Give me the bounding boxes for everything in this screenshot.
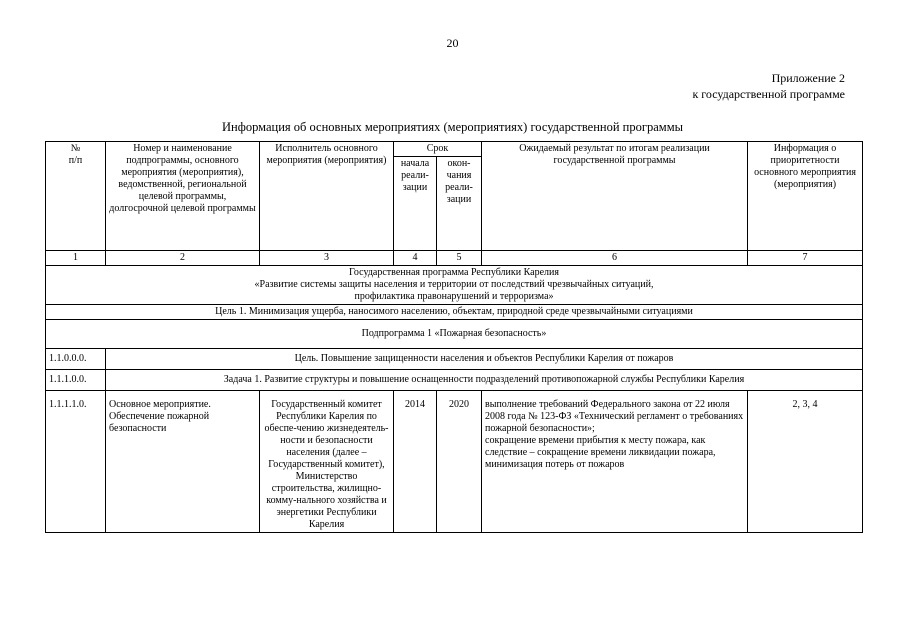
table-row bbox=[46, 370, 863, 391]
row-code: 1.1.1.0.0. bbox=[46, 370, 106, 391]
header-row bbox=[46, 142, 863, 157]
appendix-line-1: Приложение 2 bbox=[771, 71, 845, 85]
header-term: Срок bbox=[394, 142, 482, 157]
column-number: 2 bbox=[106, 251, 260, 266]
activity-name: Основное мероприятие. Обеспечение пожарной безопасности bbox=[106, 391, 260, 533]
document-title: Информация об основных мероприятиях (мероприятиях) государственной программы bbox=[222, 120, 683, 134]
activity-priority: 2, 3, 4 bbox=[748, 391, 863, 533]
appendix-line-2: к государственной программе bbox=[692, 87, 845, 101]
column-number: 5 bbox=[437, 251, 482, 266]
table-row bbox=[46, 349, 863, 370]
header-priority: Информация о приоритетности основного мероприятия (мероприятия) bbox=[748, 142, 863, 251]
activity-row bbox=[46, 391, 863, 533]
activity-start-year: 2014 bbox=[394, 391, 437, 533]
column-number-row bbox=[46, 251, 863, 266]
page-number: 20 bbox=[446, 36, 459, 50]
column-number: 1 bbox=[46, 251, 106, 266]
activity-executor: Государственный комитет Республики Карелия по обеспе-чению жизнедеятель-ности и безопасности населения (далее – Государственный комитет), Министерство строительства, жилищно-комму-нального хозяйства и энергетики Республики Карелия bbox=[260, 391, 394, 533]
header-name: Номер и наименование подпрограммы, основного мероприятия (мероприятия), ведомственной, региональной целевой программы, долгосрочной целевой программы bbox=[106, 142, 260, 251]
subprogram-row bbox=[46, 320, 863, 349]
header-result: Ожидаемый результат по итогам реализации государственной программы bbox=[482, 142, 748, 251]
appendix-note bbox=[692, 70, 845, 102]
header-term-start: начала реали-зации bbox=[394, 157, 437, 251]
program-title: Государственная программа Республики Карелия «Развитие системы защиты населения и территории от последствий чрезвычайных ситуаций, профилактика правонарушений и терроризма» bbox=[46, 266, 863, 305]
header-executor: Исполнитель основного мероприятия (мероприятия) bbox=[260, 142, 394, 251]
activity-end-year: 2020 bbox=[437, 391, 482, 533]
activity-result: выполнение требований Федерального закона от 22 июля 2008 года № 123-ФЗ «Технический регламент о требованиях пожарной безопасности»; сокращение времени прибытия к месту пожара, как следствие – сокращение времени ликвидации пожара, минимизация потерь от пожаров bbox=[482, 391, 748, 533]
row-code: 1.1.0.0.0. bbox=[46, 349, 106, 370]
subprogram-1: Подпрограмма 1 «Пожарная безопасность» bbox=[46, 320, 863, 349]
header-term-end: окон-чания реали-зации bbox=[437, 157, 482, 251]
column-number: 6 bbox=[482, 251, 748, 266]
activities-table bbox=[45, 141, 863, 533]
activity-code: 1.1.1.1.0. bbox=[46, 391, 106, 533]
row-text: Задача 1. Развитие структуры и повышение оснащенности подразделений противопожарной службы Республики Карелия bbox=[106, 370, 863, 391]
row-text: Цель. Повышение защищенности населения и объектов Республики Карелия от пожаров bbox=[106, 349, 863, 370]
header-num: № п/п bbox=[46, 142, 106, 251]
column-number: 4 bbox=[394, 251, 437, 266]
program-title-row bbox=[46, 266, 863, 305]
column-number: 7 bbox=[748, 251, 863, 266]
column-number: 3 bbox=[260, 251, 394, 266]
goal-row bbox=[46, 305, 863, 320]
goal-1: Цель 1. Минимизация ущерба, наносимого населению, объектам, природной среде чрезвычайными ситуациями bbox=[46, 305, 863, 320]
